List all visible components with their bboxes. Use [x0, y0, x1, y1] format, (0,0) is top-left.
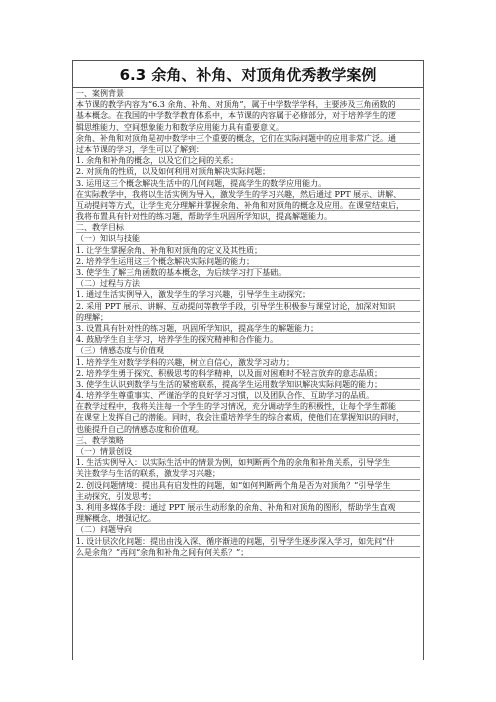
text-line: 2. 培养学生运用这三个概念解决实际问题的能力；: [76, 256, 420, 267]
text-line: 3. 使学生认识到数学与生活的紧密联系，提高学生运用数学知识解决实际问题的能力；: [76, 379, 420, 390]
text-line: 过本节课的学习，学生可以了解到：: [76, 144, 420, 155]
title-row: [73, 61, 423, 88]
text-line: 互动提问等方式，让学生充分理解并掌握余角、补角和对顶角的概念及应用。在课堂结束后，: [76, 200, 420, 211]
text-line: （二）过程与方法: [76, 278, 420, 289]
text-line: 么是余角？”再问“余角和补角之间有何关系？”；: [76, 547, 420, 558]
text-line: 1. 让学生掌握余角、补角和对顶角的定义及其性质；: [76, 245, 420, 256]
text-line: 3. 利用多媒体手段：通过 PPT 展示生动形象的余角、补角和对顶角的图形，帮助学生直观: [76, 502, 420, 513]
text-line: （一）情景创设: [76, 446, 420, 457]
text-line: 的理解；: [76, 312, 420, 323]
text-line: 辑思维能力、空间想象能力和数学应用能力具有重要意义。: [76, 122, 420, 133]
document-sheet: [72, 60, 424, 660]
text-line: 2. 对顶角的性质，以及如何利用对顶角解决实际问题；: [76, 166, 420, 177]
text-line: 1. 生活实例导入：以实际生活中的情景为例，如判断两个角的余角和补角关系，引导学生: [76, 457, 420, 468]
text-line: 1. 设计层次化问题：提出由浅入深、循序渐进的问题，引导学生逐步深入学习，如先问“什: [76, 536, 420, 547]
text-line: 4. 培养学生尊重事实、严谨治学的良好学习习惯，以及团队合作、互助学习的品质。: [76, 390, 420, 401]
text-line: 在实际教学中，我将以生活实例为导入，激发学生的学习兴趣，然后通过 PPT 展示、讲解、: [76, 189, 420, 200]
text-line: 1. 培养学生对数学学科的兴趣，树立自信心，激发学习动力；: [76, 357, 420, 368]
text-line: （二）问题导向: [76, 524, 420, 535]
text-line: 3. 设置具有针对性的练习题，巩固所学知识，提高学生的解题能力；: [76, 323, 420, 334]
text-line: 2. 培养学生勇于探究、积极思考的科学精神，以及面对困难时不轻言放弃的意志品质；: [76, 368, 420, 379]
text-line: 1. 余角和补角的概念，以及它们之间的关系；: [76, 155, 420, 166]
text-line: 一、案例背景: [76, 88, 420, 99]
text-line: 4. 鼓励学生自主学习，培养学生的探究精神和合作能力。: [76, 334, 420, 345]
text-line: 关注数学与生活的联系，激发学习兴趣；: [76, 468, 420, 479]
text-line: （一）知识与技能: [76, 233, 420, 244]
text-line: （三）情感态度与价值观: [76, 345, 420, 356]
text-line: 基本概念。在我国的中学数学教育体系中，本节课的内容属于必修部分，对于培养学生的逻: [76, 110, 420, 121]
text-line: 本节课的教学内容为“6.3 余角、补角、对顶角”，属于中学数学学科，主要涉及三角函数的: [76, 99, 420, 110]
text-line: 3. 使学生了解三角函数的基本概念，为后续学习打下基础。: [76, 267, 420, 278]
text-line: 2. 采用 PPT 展示、讲解、互动提问等教学手段，引导学生积极参与课堂讨论，加深对知识: [76, 301, 420, 312]
text-line: 也能提升自己的情感态度和价值观。: [76, 424, 420, 435]
text-line: 三、教学策略: [76, 435, 420, 446]
document-body: [73, 88, 423, 558]
text-line: 2. 创设问题情境：提出具有启发性的问题，如“如何判断两个角是否为对顶角？”引导学生: [76, 480, 420, 491]
text-line: 3. 运用这三个概念解决生活中的几何问题，提高学生的数学应用能力。: [76, 178, 420, 189]
text-line: 主动探究，引发思考；: [76, 491, 420, 502]
text-line: 1. 通过生活实例导入，激发学生的学习兴趣，引导学生主动探究；: [76, 289, 420, 300]
text-line: 余角、补角和对顶角是初中数学中三个重要的概念，它们在实际问题中的应用非常广泛。通: [76, 133, 420, 144]
text-line: 理解概念，增强记忆。: [76, 513, 420, 524]
text-line: 在课堂上发挥自己的潜能。同时，我会注重培养学生的综合素质，使他们在掌握知识的同时，: [76, 412, 420, 423]
text-line: 我将布置具有针对性的练习题，帮助学生巩固所学知识，提高解题能力。: [76, 211, 420, 222]
text-line: 在教学过程中，我将关注每一个学生的学习情况，充分调动学生的积极性，让每个学生都能: [76, 401, 420, 412]
text-line: 二、教学目标: [76, 222, 420, 233]
document-title: 6.3 余角、补角、对顶角优秀教学案例: [119, 65, 377, 84]
